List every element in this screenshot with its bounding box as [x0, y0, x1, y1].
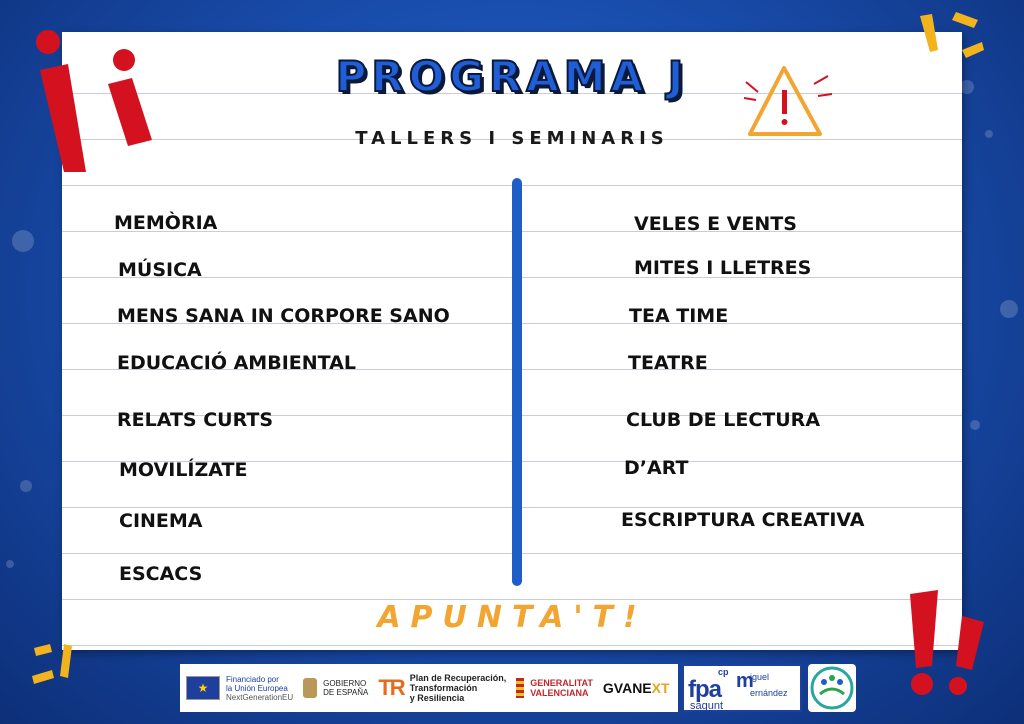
gva-text: VALENCIANA — [530, 688, 589, 698]
community-logo-icon — [808, 664, 856, 712]
list-item: MITES I LLETRES — [634, 257, 812, 279]
funding-logos — [180, 664, 678, 712]
list-item: ESCACS — [119, 563, 203, 585]
list-item: MEMÒRIA — [114, 212, 218, 234]
list-item: D’ART — [624, 457, 689, 479]
plan-text: Transformación — [409, 683, 478, 693]
call-to-action: APUNTA'T! — [377, 600, 647, 635]
eu-logo — [186, 675, 293, 702]
list-item: EDUCACIÓ AMBIENTAL — [117, 352, 356, 374]
gvanext-text: GVANE — [602, 680, 652, 696]
spark-bottom-left-icon — [30, 640, 90, 690]
gva-text: GENERALITAT — [530, 678, 593, 688]
bg-speck — [970, 420, 980, 430]
bg-speck — [20, 480, 32, 492]
page-subtitle: TALLERS I SEMINARIS — [355, 128, 669, 149]
plan-text: Plan de Recuperación, — [409, 673, 507, 683]
list-item: MENS SANA IN CORPORE SANO — [117, 305, 450, 327]
gov-text: GOBIERNO — [323, 679, 367, 688]
school-sagunt: sagunt — [690, 700, 724, 712]
bg-speck — [1000, 300, 1018, 318]
list-item: MOVILÍZATE — [119, 459, 248, 481]
school-logo — [682, 664, 802, 712]
bg-speck — [12, 230, 34, 252]
gov-text: DE ESPAÑA — [323, 688, 369, 697]
list-item: CLUB DE LECTURA — [626, 409, 821, 431]
list-item: ESCRIPTURA CREATIVA — [621, 509, 865, 531]
bg-speck — [6, 560, 14, 568]
school-hernandez: ernández — [750, 688, 788, 698]
school-m: m — [736, 670, 754, 692]
list-item: CINEMA — [119, 510, 203, 532]
generalitat-logo — [516, 678, 593, 698]
school-miguel: iguel — [750, 672, 770, 682]
eu-text: NextGenerationEU — [226, 692, 294, 702]
list-item: RELATS CURTS — [117, 409, 273, 431]
gvanext-text: XT — [651, 680, 670, 696]
list-item: TEATRE — [628, 352, 708, 374]
plan-text: y Resiliencia — [409, 693, 465, 703]
gvanext-logo — [603, 680, 670, 696]
tr-icon: TR — [378, 675, 404, 700]
list-item: VELES E VENTS — [634, 213, 797, 235]
school-cp: cp — [718, 667, 729, 677]
exclamation-right-icon — [892, 588, 1002, 698]
page-title: PROGRAMA J — [335, 52, 689, 101]
eu-flag-icon: ★ — [186, 676, 220, 700]
crest-icon — [303, 678, 317, 698]
list-item: TEA TIME — [629, 305, 729, 327]
eu-text: Financiado por — [226, 674, 279, 684]
eu-text: la Unión Europea — [226, 683, 288, 693]
school-fpa: fpa — [688, 676, 721, 703]
gobierno-logo — [303, 678, 368, 698]
column-divider — [512, 178, 522, 586]
plan-recuperacion-logo — [378, 673, 506, 703]
gva-stripes-icon — [516, 678, 524, 698]
list-item: MÚSICA — [118, 259, 202, 281]
